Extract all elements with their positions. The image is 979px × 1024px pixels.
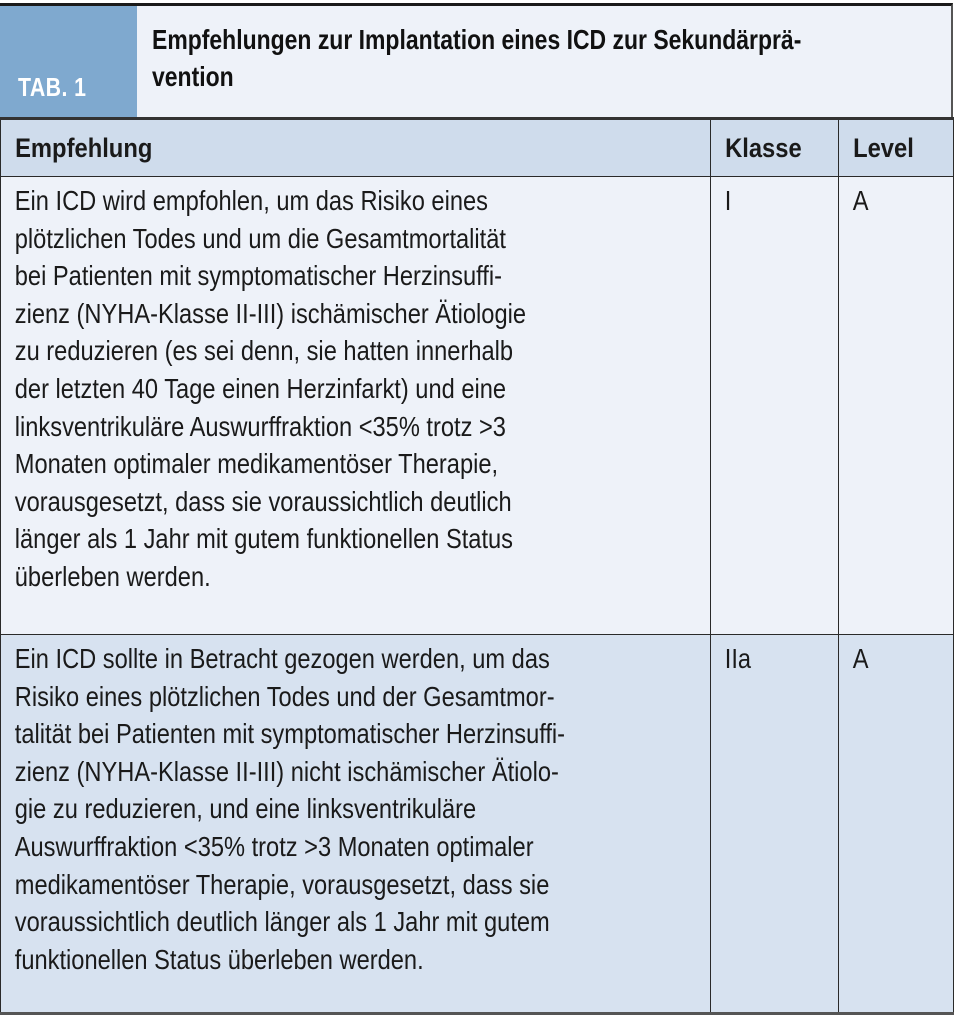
table-figure xyxy=(0,3,953,1015)
class-value: I xyxy=(724,185,732,216)
text-line: voraussichtlich deutlich länger als 1 Jahr mit gutem xyxy=(14,906,550,938)
table-header-row xyxy=(1,119,954,177)
level-value: A xyxy=(852,185,869,216)
text-line: länger als 1 Jahr mit gutem funktionellen Status xyxy=(14,523,513,555)
table-row xyxy=(1,635,954,1014)
recommendations-table xyxy=(0,117,954,1015)
table-number-label: TAB. 1 xyxy=(18,72,87,102)
text-line: medikamentöser Therapie, vorausgesetzt, dass sie xyxy=(14,868,550,900)
table-title-band xyxy=(0,3,953,117)
column-header-label: Empfehlung xyxy=(15,132,153,163)
text-line: zienz (NYHA-Klasse II-III) nicht ischämischer Ätiolo- xyxy=(14,755,559,787)
class-cell xyxy=(711,635,839,1014)
text-line: bei Patienten mit symptomatischer Herzinsuffi- xyxy=(14,260,502,292)
table-title-line: Empfehlungen zur Implantation eines ICD zur Sekundärprä- xyxy=(152,24,802,55)
text-line: der letzten 40 Tage einen Herzinfarkt) und eine xyxy=(14,372,507,404)
recommendation-text xyxy=(1,635,703,978)
text-line: Ein ICD wird empfohlen, um das Risiko eines xyxy=(14,185,488,216)
text-line: Auswurffraktion <35% trotz >3 Monaten optimaler xyxy=(14,830,534,862)
text-line: zienz (NYHA-Klasse II-III) ischämischer Ätiologie xyxy=(14,297,527,329)
table-title-line: vention xyxy=(152,61,234,92)
text-line: überleben werden. xyxy=(14,560,211,592)
text-line: Ein ICD sollte in Betracht gezogen werden, um das xyxy=(14,643,550,674)
table-title xyxy=(152,21,939,95)
table-row xyxy=(1,177,954,635)
column-header-class xyxy=(711,119,839,177)
text-line: funktionellen Status überleben werden. xyxy=(14,943,424,975)
column-header-level xyxy=(839,119,954,177)
level-cell xyxy=(839,177,954,635)
class-value: IIa xyxy=(724,643,752,674)
level-value: A xyxy=(852,643,869,674)
column-header-label: Klasse xyxy=(725,132,802,163)
recommendation-text xyxy=(1,177,703,596)
text-line: plötzlichen Todes und um die Gesamtmortalität xyxy=(14,222,506,254)
text-line: gie zu reduzieren, und eine linksventrikuläre xyxy=(14,793,477,825)
text-line: zu reduzieren (es sei denn, sie hatten innerhalb xyxy=(14,335,514,367)
text-line: Risiko eines plötzlichen Todes und der Gesamtmor- xyxy=(14,680,555,712)
text-line: linksventrikuläre Auswurffraktion <35% trotz >3 xyxy=(14,410,506,442)
class-cell xyxy=(711,177,839,635)
text-line: talität bei Patienten mit symptomatischer Herzinsuffi- xyxy=(14,718,566,750)
recommendation-cell xyxy=(1,635,711,1014)
column-header-label: Level xyxy=(853,132,914,163)
table-number-box xyxy=(0,6,137,117)
text-line: Monaten optimaler medikamentöser Therapie, xyxy=(14,448,499,480)
level-cell xyxy=(839,635,954,1014)
text-line: vorausgesetzt, dass sie voraussichtlich deutlich xyxy=(14,485,512,517)
recommendation-cell xyxy=(1,177,711,635)
column-header-recommendation xyxy=(1,119,711,177)
